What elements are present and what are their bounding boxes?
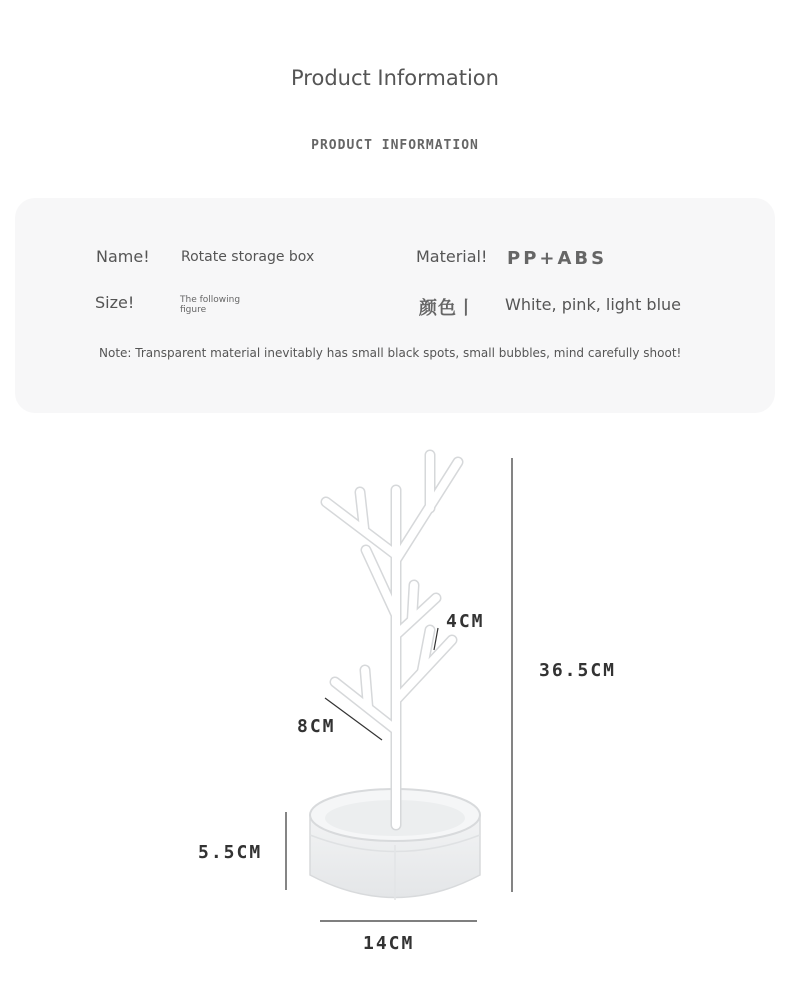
size-label: Size!: [95, 293, 135, 312]
material-label: Material!: [416, 247, 488, 266]
color-label: 颜色丨: [419, 298, 476, 319]
base-height-label: 5.5CM: [198, 842, 263, 863]
color-value: White, pink, light blue: [505, 295, 682, 314]
material-value: PP+ABS: [507, 248, 608, 269]
size-value: The following figure: [180, 295, 241, 315]
info-panel: [15, 198, 775, 413]
product-diagram: [190, 430, 650, 970]
page-subtitle: PRODUCT INFORMATION: [311, 138, 479, 153]
branch-short-label: 4CM: [446, 611, 485, 632]
name-value: Rotate storage box: [181, 249, 315, 265]
name-label: Name!: [96, 247, 150, 266]
height-label: 36.5CM: [539, 660, 617, 681]
note-text: Note: Transparent material inevitably has small black spots, small bubbles, mind carefully shoot!: [99, 346, 682, 360]
base-width-label: 14CM: [363, 933, 415, 954]
page-title: Product Information: [291, 66, 499, 90]
branch-long-label: 8CM: [297, 716, 336, 737]
tree-stand: [326, 455, 458, 825]
